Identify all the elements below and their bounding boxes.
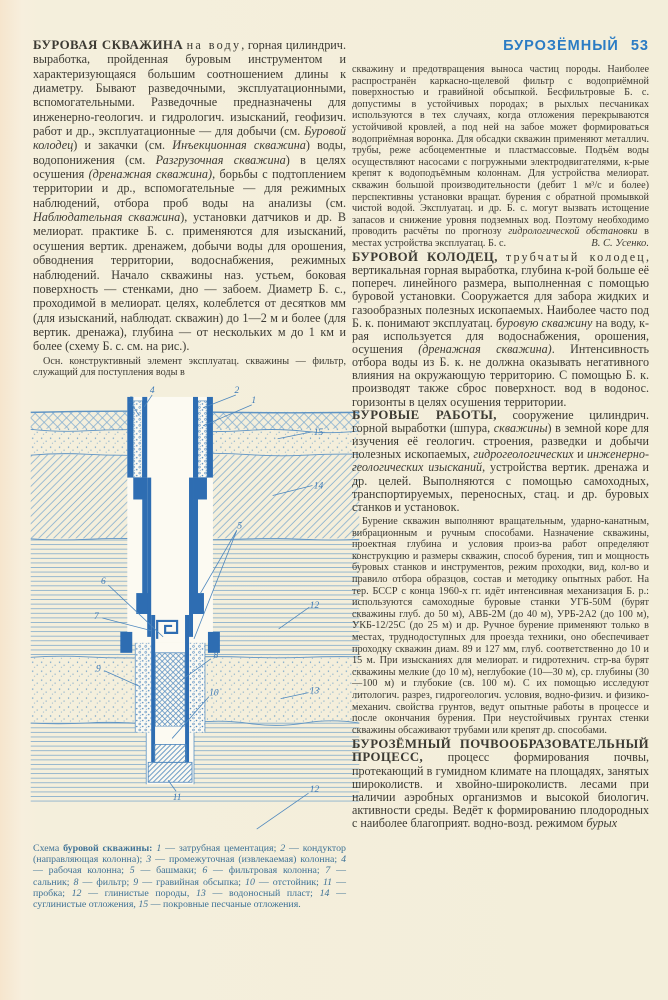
text-segment: 9 [133,876,139,888]
text-segment: — башмаки; [134,865,203,877]
text-segment: 6 [202,865,208,877]
text-segment: ) в земной коре для изучения её геологич. строения, разведки и добычи полезных ископаемых, [352,420,649,462]
small-print-drilling [352,516,649,736]
text-segment: Осн. конструктивный элемент эксплуатац. скважины — фильтр, служащий для поступления воды в [33,355,346,379]
text-segment: . Интенсивность отбора воды из Б. к. не должна оказывать негативного влияния на окружающую территорию. С помощью Б. к. производят также сброс поверхност. вод в водонос. горизонты в целях осушения территории. [352,342,649,409]
text-segment: Разгрузочная скважина [155,152,286,167]
text-segment: — промежуточная (извлекаемая) колонна; [151,854,342,866]
text-segment: — затрубная цементация; [161,842,281,854]
text-segment: трубчатый колодец [505,249,646,264]
gravel-pack-right [189,643,205,733]
text-segment [498,250,506,264]
text-segment: 13 [195,888,206,900]
text-segment: буровой скважины: [63,842,153,854]
text-segment: скважину и предотвращения выноса частиц породы. Наиболее распространён каркасно-щелевой фильтр с водоприёмной поверхностью и гравийной обсыпкой. Бесфильтровые Б. с. допустимы в устойчивых породах; в рыхлых песчаниках используются в тех случаях, когда отложения перекрываются устойчивой кровлей, а под ней на забое может формироваться водоприёмная воронка. Для обсадки скважин применяют металлич. трубы, реже асбоцементные и пластмассовые. Подъём воды осуществляют насосами с погружными электродвигателями, к-рые крепят к водоподъёмным колоннам. Для устройства мелиорат. скважин большой производительности (дебит 1 м³/с и более) перспективны установки вращат. бурения с обратной промывкой чистой водой. Эксплуатац. и др. Б. с. могут вызвать истощение запасов и снижение уровня подземных вод. Поэтому необходимо проводить расчёты по прогнозу [352,64,649,238]
callout-3: 3 [128,395,134,406]
text-segment: 2 [280,842,286,854]
text-segment: БУРОВЫЕ РАБОТЫ, [352,407,497,422]
entry-burovye-raboty [352,409,649,514]
annular-cement-right [198,401,207,478]
running-head [352,38,649,54]
text-segment: Наблюдательная скважина [33,210,181,225]
text-segment: — кондуктор (направляющая колонна); [33,842,346,866]
running-head-word: БУРОЗЁМНЫЙ [503,38,619,54]
text-segment: , борьбы с подтоплением территории и др., вспомогательные — для режимных наблюдений, отбора проб воды на анализы (см. [33,167,346,210]
figure-caption [33,843,346,911]
text-segment: ), установки датчиков и др. В мелиорат. практике Б. с. применяются для изысканий, осушения вертик. дренажем, добычи воды для орошения, обводнения территории, водоснабжения, режимных наблюдений. Начало скважины наз. устьем, боковая поверхность — стенками, дно — забоем. Диаметр Б. с., проходимой в мелиорат. целях, колеблется от десятков мм (для изысканий, наблюдат. скважин) до 1—2 м и более (для вертик. дренажа), глубина — от нескольких м до 1 км и более (схему Б. с. см. на рис.). [33,210,346,354]
text-segment: — сальник; [33,865,347,888]
callout-6: 6 [101,576,106,587]
figure-borehole [30,382,346,840]
callout-13: 13 [309,686,320,697]
text-segment: — фильтр; [78,876,134,888]
text-segment: бурых [586,816,618,831]
text-segment: Инъекционная скважина [172,138,306,153]
text-segment: БУРОЗЁМНЫЙ ПОЧВООБРАЗОВАТЕЛЬНЫЙ ПРОЦЕСС, [352,737,649,765]
annular-cement-left [133,401,142,478]
small-note [33,356,346,379]
entry-burozemny-process [352,738,649,830]
text-segment: процесс формирования почвы, протекающий в гумидном климате на площадях, занятых широколиств. и хвойно-широколиств. лесами при наличии аэробных организмов и высокой биологич. активности среды. Ведёт к формированию плодородных с наиболее благоприят. водно-возд. режимом [352,750,649,831]
callout-15: 15 [313,427,324,438]
text-segment: 5 [129,865,135,877]
page-number: 53 [630,38,649,54]
text-segment: — суглинистые отложения, [33,888,346,911]
gravel-pack-left [135,643,151,733]
plug-upper [154,744,186,762]
callout-2: 2 [234,385,240,396]
callout-14: 14 [313,481,324,492]
borehole-schematic [30,382,360,840]
continuation-paragraph [352,64,649,250]
text-segment: БУРОВАЯ СКВАЖИНА [33,37,184,52]
callout-5: 5 [237,521,243,532]
text-segment: 14 [319,888,330,900]
callout-4: 4 [149,385,155,396]
entry-burovoy-kolodec [352,251,649,409]
text-segment: , горная цилиндрич. выработка, пройденная буровым инструментом и характеризующаяся большим соотношением длины к диаметру. Бывают разведочными, эксплуатационными, вспомогательными. Разведочные предназначены для инженерно-геологич. и гидрологич. изысканий, геофизич. работ и др., эксплуатационные — для добычи (см. [33,38,346,139]
text-segment: — отстойник; [254,876,323,888]
filter-screen [155,653,185,727]
text-segment: — водоносный пласт; [205,888,320,900]
text-segment: на воду, к-рая используется для водоснабжения, орошения, осушения [352,315,650,356]
text-segment: в местах устройства эксплуатац. Б. с. [352,226,649,249]
author-signature: В. С. Усенко. [591,237,649,249]
text-segment: Схема [33,842,64,854]
text-segment: 4 [341,854,347,866]
text-segment: Буровой колодец [33,124,346,153]
text-segment: — пробка; [33,876,346,900]
text-segment: — покровные песчаные отложения. [148,899,301,911]
callout-11: 11 [172,792,182,803]
text-segment: 15 [138,899,149,911]
text-segment: — рабочая колонна; [33,865,130,877]
text-segment: , устройства вертик. дренажа и др. целей. Выполняются с помощью самоходных, транспортируемых, переносных, стац. и др. буровых станков и установок. [352,460,649,514]
text-segment: (дренажная скважина) [88,167,213,182]
text-segment: , вертикальная горная выработка, глубина к-рой больше её попереч. линейного размера, выполненная с помощью буровой установки. Сооружается для забора жидких и газообразных полезных ископаемых. Наиболее часто под Б. к. понимают эксплуатац. [352,249,649,330]
callout-8: 8 [213,650,219,661]
text-segment: на воду [186,38,242,52]
text-segment: 8 [73,876,79,888]
text-segment: (дренажная скважина) [418,342,552,356]
text-segment: 12 [71,888,82,900]
text-segment: 1 [156,842,162,854]
text-segment: 10 [245,876,255,888]
text-segment: — глинистые породы, [81,888,196,900]
text-segment: 11 [322,876,333,888]
callout-9: 9 [96,664,101,675]
right-column [352,64,649,830]
text-segment: скважины [493,420,548,435]
text-segment: Бурение скважин выполняют вращательным, ударно-канатным, вибрационным и ручным способами. Назначение скважины, проектная глубина и условия произ-ва работ определяют конструкцию и размеры скважин, способ бурения, тип и мощность буровых станков и инструментов, режим проходки, вид, кол-во и правило отбора образцов, состав и методику опытных работ. На тер. БССР с конца 1960-х гг. идёт интенсивная механизация Б. р.: используются самоходные буровые станки УГБ-50М (бурят скважины глуб. до 50 м), АВБ-2М (до 40 м), УРБ-2А2 (до 100 м), УКБ-12/25С (до 25 м) и др. Ручное бурение применяют только в местах, труднодоступных для проезда техники, оно обеспечивает проходку скважин диам. 89 и 127 мм, глуб. соответственно до 10 и 15 м. При изысканиях для мелиорат. и гидротехнич. стр-ва бурят скважины мелкие (до 10 м), неглубокие (10—30 м), ср. глубины (30—100 м) и глубокие (св. 100 м). С их помощью исследуют литологич. разрез, гидрогеологич. условия, водно-физич. и физико-механич. свойства грунтов, ведут опытные работы в процессе и после окончания бурения. При неустойчивых грунтах стенки скважины обсаживают трубами или крепят др. способами. [352,516,649,736]
text-segment: гидрогеологических [473,447,574,462]
plug-lower [148,762,192,782]
text-segment: ) и закачки (см. [73,138,173,153]
text-segment: — фильтровая колонна; [207,865,326,877]
entry-burovaya-skvazhina [33,38,346,354]
text-segment: гидрологической обстановки [508,226,638,238]
text-segment: ) воды, водопонижения (см. [33,138,346,167]
callout-10: 10 [209,688,219,699]
callout-12b: 12 [309,784,320,795]
text-segment: — гравийная обсыпка; [138,876,245,888]
text-segment: 7 [325,865,331,877]
text-segment: сооружение цилиндрич. горной выработки (шпура, [352,407,649,435]
text-segment: буровую скважину [495,315,593,330]
text-segment: инженерно-геологических изысканий [352,447,649,475]
callout-1: 1 [251,395,257,406]
text-segment: БУРОВОЙ КОЛОДЕЦ, [352,249,498,264]
callout-7: 7 [94,611,99,622]
text-segment: ) в целях осушения [33,152,346,182]
callout-12: 12 [309,600,320,611]
text-segment: 3 [146,854,152,866]
text-segment: и [573,447,587,462]
left-column [33,38,346,921]
